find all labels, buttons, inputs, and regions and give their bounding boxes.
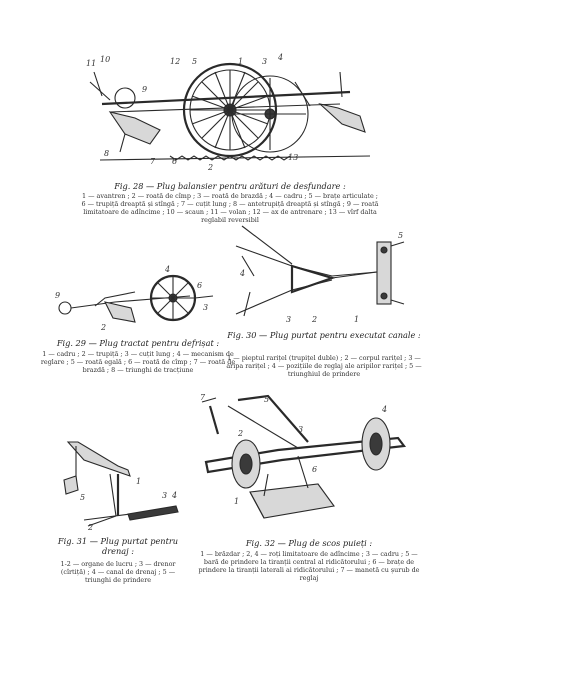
- fig28-label: 4: [278, 53, 284, 62]
- fig28-label: 11: [86, 59, 97, 68]
- fig32-caption: [196, 538, 422, 548]
- fig31-caption: [52, 536, 184, 556]
- fig30-title: Fig. 30 — Plug purtat pentru executat canale :: [227, 330, 421, 340]
- fig28-label: 6: [172, 157, 178, 166]
- fig28-legend: 1 — avantren ; 2 — roată de cîmp ; 3 — roată de brazdă ; 4 — cadru ; 5 — brațe articulate ; 6 — trupiță dreaptă și stîngă ; 7 — cuțit lung ; 8 — antetrupiță dreaptă și stîngă ; 9 — roată limitatoare de adîncime ; 10 — scaun ; 11 — volan ; 12 — ax de antrenare ; 13 — vîrf dalta reglabil reversibil: [81, 192, 379, 224]
- fig28-drawing: [80, 52, 380, 172]
- fig28-label: 1: [238, 57, 244, 66]
- fig28-label: 8: [104, 149, 110, 158]
- fig31-label: 2: [88, 523, 94, 532]
- fig29-label: 9: [55, 291, 61, 300]
- fig28-label: 5: [192, 57, 198, 66]
- big-wheel-spokes: [190, 70, 270, 150]
- fig30-caption: [226, 330, 422, 340]
- fig32-label: 7: [200, 393, 206, 402]
- fig32-label: 3: [298, 425, 304, 434]
- fig30-label: 3: [286, 315, 292, 324]
- fig28-label: 7: [150, 157, 156, 166]
- fig30-label: 2: [312, 315, 318, 324]
- fig29-legend: 1 — cadru ; 2 — trupiță ; 3 — cuțit lung ; 4 — mecanism de reglare ; 5 — roată egală ; 6 — roată de cîmp ; 7 — roată de brazdă ; 8 — triunghi de tracțiune: [40, 350, 236, 374]
- fig29-label: 2: [101, 323, 107, 332]
- fig32-label: 1: [234, 497, 240, 506]
- fig32-label: 5: [264, 395, 270, 404]
- fig31-title: Fig. 31 — Plug purtat pentru drenaj :: [57, 536, 179, 556]
- fig31-legend: 1-2 — organe de lucru ; 3 — drenor (cîrtiță) ; 4 — canal de drenaj ; 5 — triunghi de prindere: [60, 560, 176, 584]
- fig28-label: 13: [288, 153, 299, 162]
- fig31-label: 4: [172, 491, 178, 500]
- fig28-title: Fig. 28 — Plug balansier pentru arături de desfundare :: [114, 181, 346, 191]
- fig32-title: Fig. 32 — Plug de scos puieți :: [245, 538, 373, 548]
- fig28-label: 2: [208, 163, 214, 172]
- fig29-caption: [38, 338, 238, 348]
- fig30-drawing: [232, 216, 412, 326]
- fig28-label: 10: [100, 55, 111, 64]
- fig30-label: 1: [354, 315, 360, 324]
- fig28-label: 12: [170, 57, 181, 66]
- fig31-label: 5: [80, 493, 86, 502]
- fig30-label: 5: [398, 231, 404, 240]
- fig29-label: 3: [203, 303, 209, 312]
- fig32-drawing: [198, 392, 420, 532]
- fig32-legend: 1 — brăzdar ; 2, 4 — roți limitatoare de adîncime ; 3 — cadru ; 5 — bară de prindere la tiranții central al ridicătorului ; 6 — brațe de prindere la tiranții laterali ai ridicătorului ; 7 — manetă cu șurub de reglaj: [198, 550, 420, 582]
- fig30-legend: 1 — pieptul rarițel (trupițel duble) ; 2 — corpul rarițel ; 3 — aripa rarițel ; 4 — pozițiile de reglaj ale aripilor rarițel ; 5 — triunghiul de prindere: [226, 354, 422, 378]
- fig30-label: 4: [240, 269, 246, 278]
- fig29-drawing: [55, 262, 215, 332]
- fig32-label: 6: [312, 465, 318, 474]
- fig28-label: 9: [142, 85, 148, 94]
- fig28-caption: [70, 181, 390, 191]
- fig31-label: 1: [136, 477, 142, 486]
- fig32-label: 2: [238, 429, 244, 438]
- fig29-label: 6: [197, 281, 203, 290]
- fig29-title: Fig. 29 — Plug tractat pentru defrișat :: [56, 338, 220, 348]
- fig29-label: 4: [165, 265, 171, 274]
- fig31-drawing: [58, 436, 182, 530]
- fig31-label: 3: [162, 491, 168, 500]
- fig28-label: 3: [262, 57, 268, 66]
- fig32-label: 4: [382, 405, 388, 414]
